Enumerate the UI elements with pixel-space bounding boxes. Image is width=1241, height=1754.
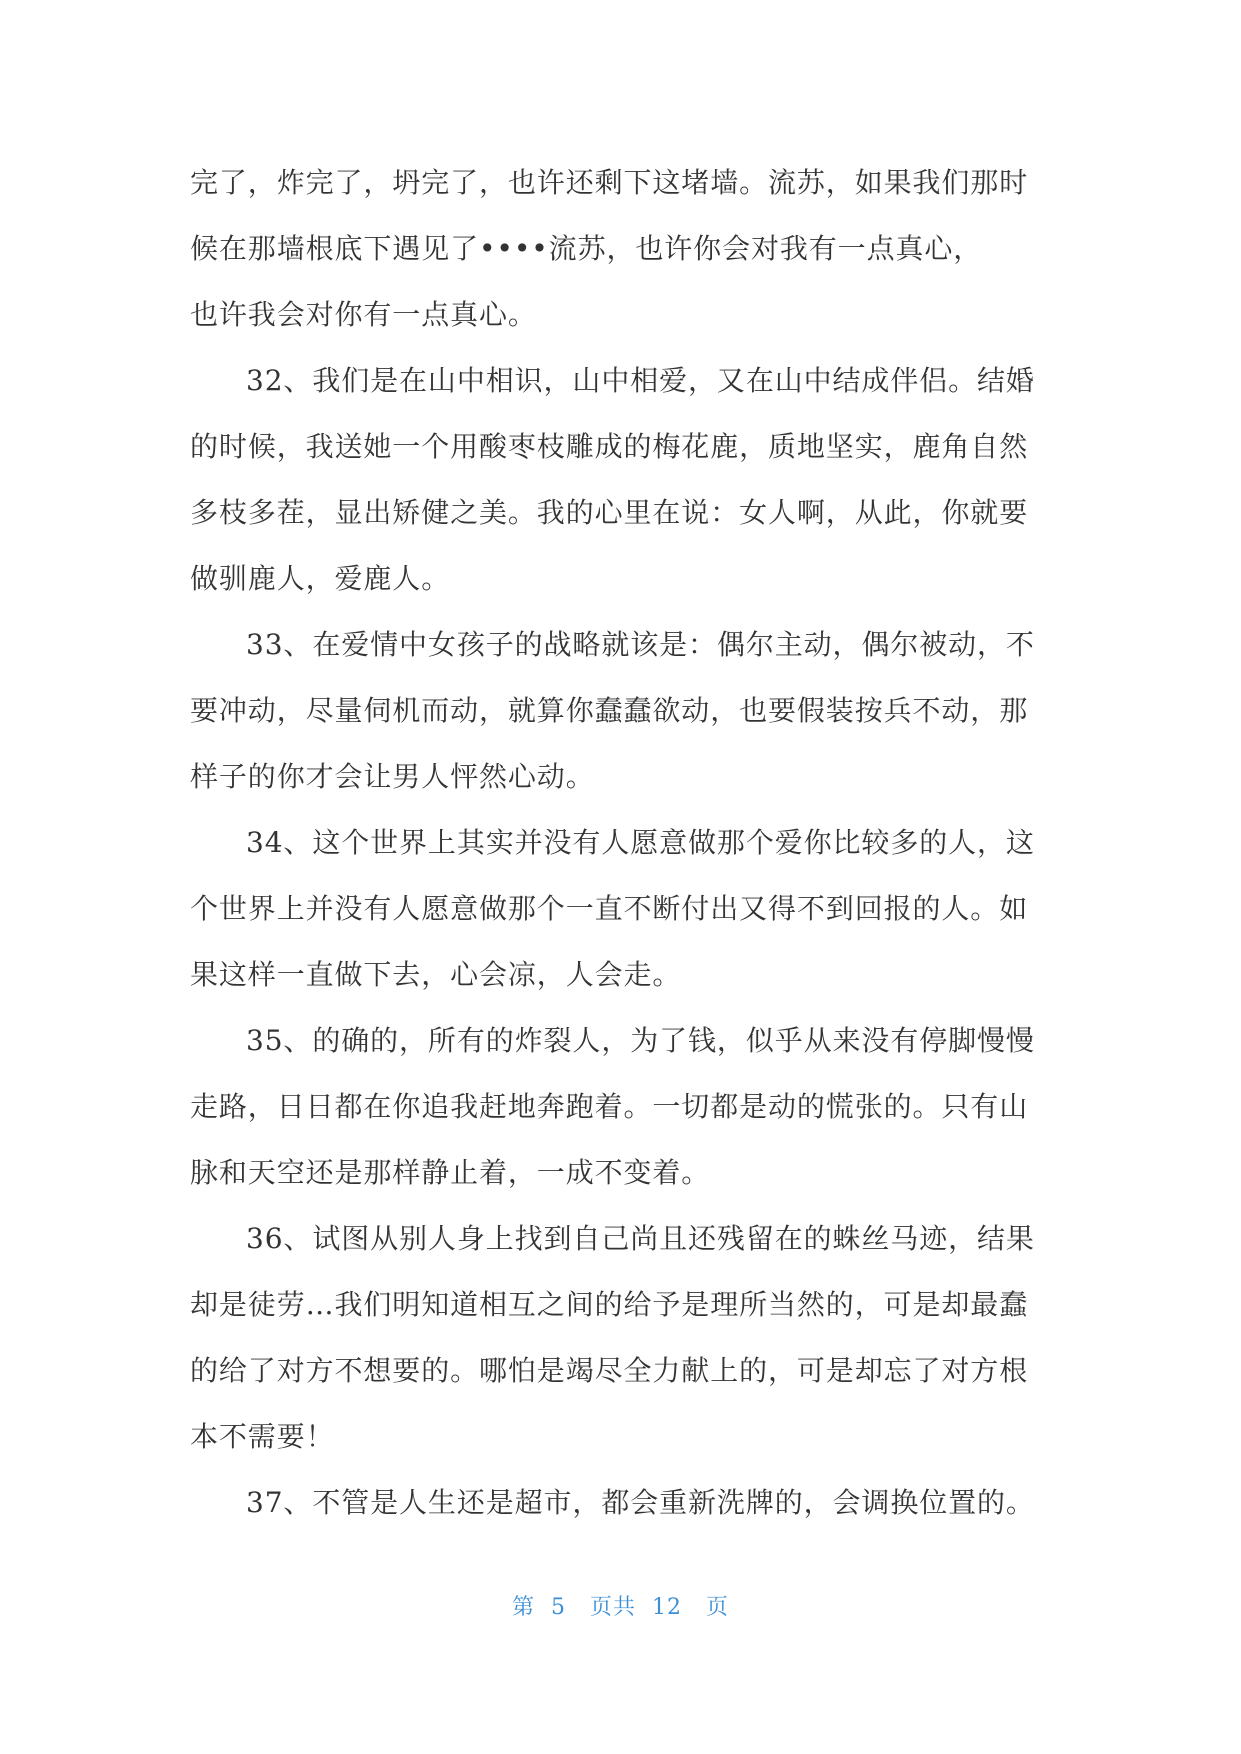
text-line: 也许我会对你有一点真心。 [190, 298, 537, 331]
paragraph-32-start: 32、我们是在山中相识，山中相爱，又在山中结成伴侣。结婚 [246, 364, 1035, 397]
text-line: 却是徒劳…我们明知道相互之间的给予是理所当然的，可是却最蠢 [190, 1288, 1029, 1321]
text-line: 完了，炸完了，坍完了，也许还剩下这堵墙。流苏，如果我们那时 [190, 166, 1029, 199]
text-line: 个世界上并没有人愿意做那个一直不断付出又得不到回报的人。如 [190, 892, 1029, 925]
text-line: 本不需要！ [190, 1420, 335, 1453]
text-line: 的时候，我送她一个用酸枣枝雕成的梅花鹿，质地坚实，鹿角自然 [190, 430, 1029, 463]
page-number: 第 5 页共 12 页 [512, 1595, 729, 1620]
text-line: 样子的你才会让男人怦然心动。 [190, 760, 595, 793]
paragraph-34-start: 34、这个世界上其实并没有人愿意做那个爱你比较多的人，这 [246, 826, 1035, 859]
paragraph-33-start: 33、在爱情中女孩子的战略就该是：偶尔主动，偶尔被动，不 [246, 628, 1035, 661]
paragraph-37-start: 37、不管是人生还是超市，都会重新洗牌的，会调换位置的。 [246, 1486, 1035, 1519]
text-line: 脉和天空还是那样静止着，一成不变着。 [190, 1156, 711, 1189]
text-line: 做驯鹿人，爱鹿人。 [190, 562, 451, 595]
text-line: 走路，日日都在你追我赶地奔跑着。一切都是动的慌张的。只有山 [190, 1090, 1029, 1123]
text-line: 候在那墙根底下遇见了••••流苏，也许你会对我有一点真心， [190, 232, 983, 265]
text-line: 的给了对方不想要的。哪怕是竭尽全力献上的，可是却忘了对方根 [190, 1354, 1029, 1387]
page-footer [0, 1590, 1241, 1621]
text-line: 要冲动，尽量伺机而动，就算你蠢蠢欲动，也要假装按兵不动，那 [190, 694, 1029, 727]
text-line: 多枝多茬，显出矫健之美。我的心里在说：女人啊，从此，你就要 [190, 496, 1029, 529]
text-line: 果这样一直做下去，心会凉，人会走。 [190, 958, 682, 991]
paragraph-35-start: 35、的确的，所有的炸裂人，为了钱，似乎从来没有停脚慢慢 [246, 1024, 1035, 1057]
paragraph-36-start: 36、试图从别人身上找到自己尚且还残留在的蛛丝马迹，结果 [246, 1222, 1035, 1255]
